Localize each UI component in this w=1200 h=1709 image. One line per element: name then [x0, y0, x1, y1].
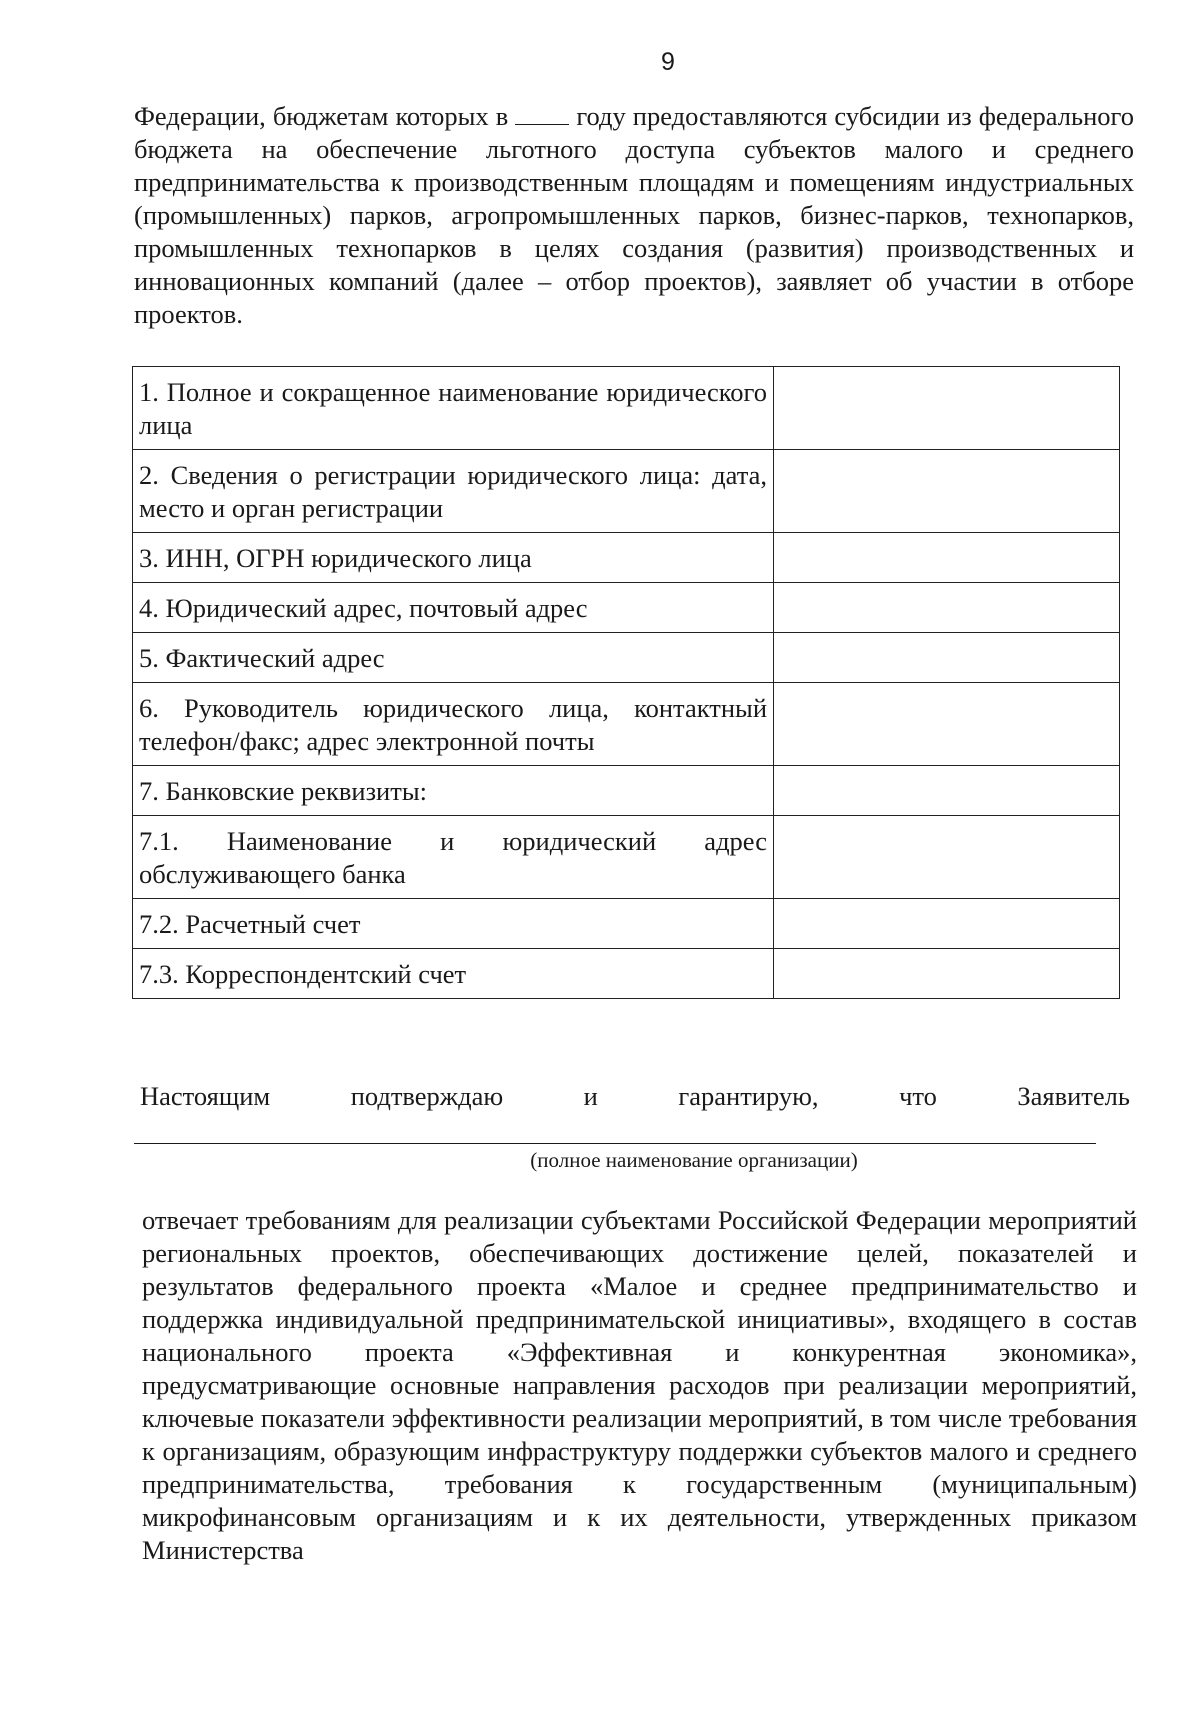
- form-table-row: [133, 899, 1120, 949]
- confirmation-word: и: [583, 1081, 598, 1111]
- form-table-row: [133, 583, 1120, 633]
- form-table-row: [133, 633, 1120, 683]
- form-table-row: [133, 450, 1120, 533]
- form-field-label: 2. Сведения о регистрации юридического лица: дата, место и орган регистрации: [133, 450, 774, 533]
- form-field-value[interactable]: [774, 583, 1120, 633]
- form-field-value[interactable]: [774, 450, 1120, 533]
- year-blank-line: [515, 104, 569, 125]
- form-table-row: [133, 683, 1120, 766]
- intro-text-end: году предоставляются субсидии из федерального бюджета на обеспечение льготного доступа субъектов малого и среднего предпринимательства к производственным площадям и помещениям индустриальных (промышленных) парков, агропромышленных парков, бизнес-парков, технопарков, промышленных технопарков в целях создания (развития) производственных и инновационных компаний (далее – отбор проектов), заявляет об участии в отборе проектов.: [134, 101, 1134, 329]
- form-field-value[interactable]: [774, 816, 1120, 899]
- application-form-table: [132, 366, 1120, 999]
- form-field-value[interactable]: [774, 367, 1120, 450]
- intro-text-start: Федерации, бюджетам которых в: [134, 101, 516, 131]
- form-field-label: 5. Фактический адрес: [133, 633, 774, 683]
- form-field-label: 7.2. Расчетный счет: [133, 899, 774, 949]
- form-field-value[interactable]: [774, 683, 1120, 766]
- organization-name-line: [134, 1143, 1096, 1144]
- form-field-label: 3. ИНН, ОГРН юридического лица: [133, 533, 774, 583]
- confirmation-word: Заявитель: [1017, 1081, 1130, 1111]
- form-table-row: [133, 533, 1120, 583]
- page-number: 9: [661, 48, 675, 76]
- confirmation-word: что: [899, 1081, 937, 1111]
- form-table-row: [133, 949, 1120, 999]
- form-field-label: 7.1. Наименование и юридический адрес обслуживающего банка: [133, 816, 774, 899]
- form-table-row: [133, 367, 1120, 450]
- form-field-label: 1. Полное и сокращенное наименование юридического лица: [133, 367, 774, 450]
- form-field-value[interactable]: [774, 766, 1120, 816]
- form-field-label: 7.3. Корреспондентский счет: [133, 949, 774, 999]
- confirmation-word: подтверждаю: [350, 1081, 504, 1111]
- form-table-row: [133, 816, 1120, 899]
- form-field-value[interactable]: [774, 533, 1120, 583]
- form-field-label: 6. Руководитель юридического лица, контактный телефон/факс; адрес электронной почты: [133, 683, 774, 766]
- organization-name-caption: (полное наименование организации): [530, 1148, 858, 1172]
- confirmation-word: Настоящим: [140, 1081, 271, 1111]
- form-field-value[interactable]: [774, 899, 1120, 949]
- confirmation-word: гарантирую,: [678, 1081, 819, 1111]
- form-field-label: 4. Юридический адрес, почтовый адрес: [133, 583, 774, 633]
- intro-paragraph: [134, 100, 1134, 331]
- form-field-label: 7. Банковские реквизиты:: [133, 766, 774, 816]
- confirmation-line: [140, 1080, 1130, 1113]
- form-table-row: [133, 766, 1120, 816]
- requirements-paragraph: отвечает требованиям для реализации субъектами Российской Федерации мероприятий региональных проектов, обеспечивающих достижение целей, показателей и результатов федерального проекта «Малое и среднее предпринимательство и поддержка индивидуальной предпринимательской инициативы», входящего в состав национального проекта «Эффективная и конкурентная экономика», предусматривающие основные направления расходов при реализации мероприятий, ключевые показатели эффективности реализации мероприятий, в том числе требования к организациям, образующим инфраструктуру поддержки субъектов малого и среднего предпринимательства, требования к государственным (муниципальным) микрофинансовым организациям и к их деятельности, утвержденных приказом Министерства: [142, 1205, 1137, 1565]
- form-field-value[interactable]: [774, 949, 1120, 999]
- form-field-value[interactable]: [774, 633, 1120, 683]
